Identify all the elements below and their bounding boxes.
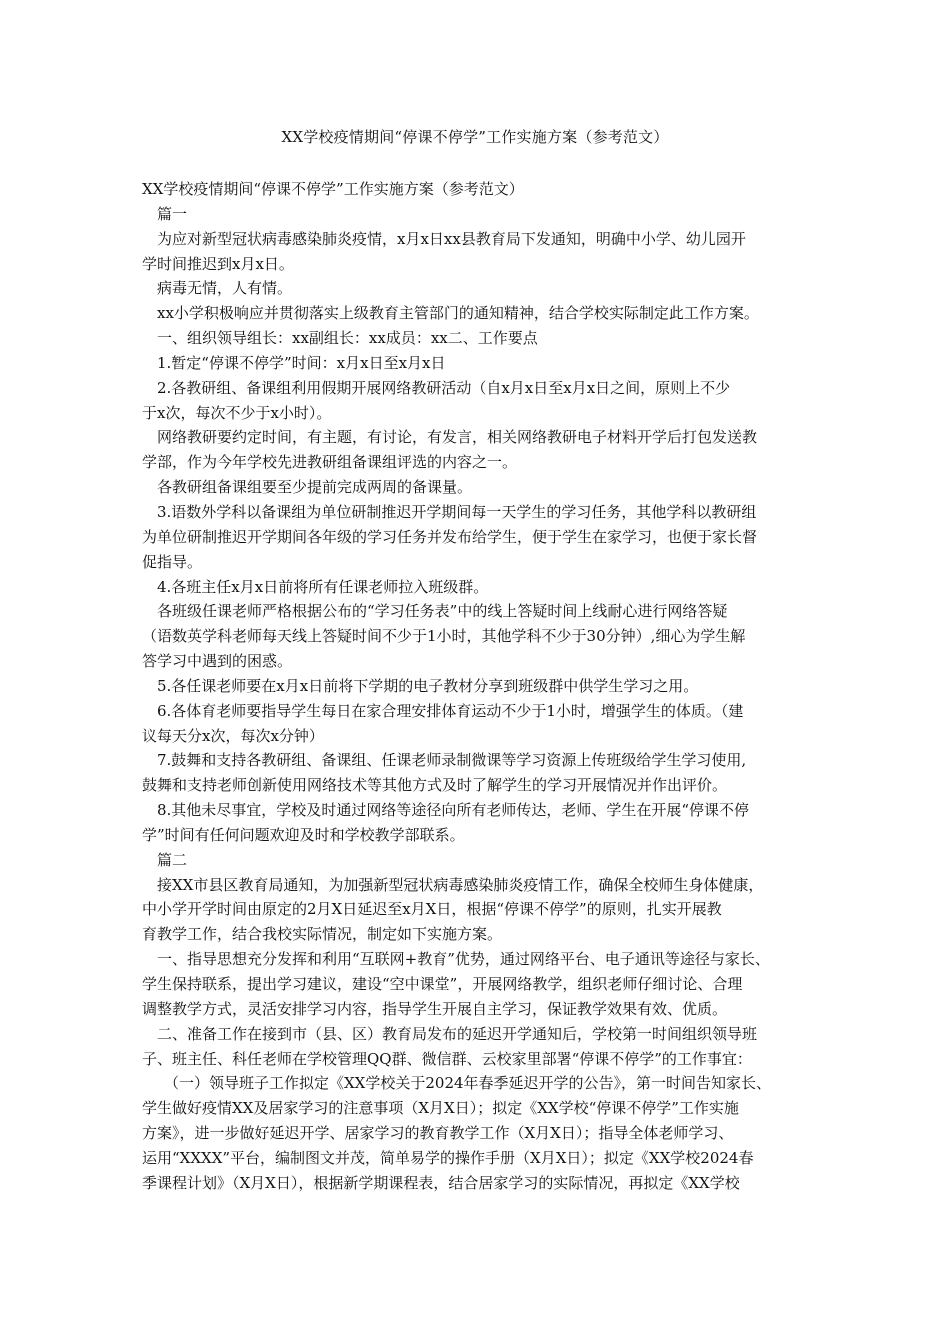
text-line: 学”时间有任何问题欢迎及时和学校教学部联系。 xyxy=(142,825,465,844)
text-line: 各班级任课老师严格根据公布的“学习任务表”中的线上答疑时间上线耐心进行网络答疑 xyxy=(157,602,728,621)
text-line: 接XX市县区教育局通知，为加强新型冠状病毒感染肺炎疫情工作，确保全校师生身体健康， xyxy=(157,875,764,894)
text-line: 于x次，每次不少于x小时）。 xyxy=(142,403,332,422)
text-line: 学部，作为今年学校先进教研组备课组评选的内容之一。 xyxy=(142,453,518,472)
text-line: 调整教学方式，灵活安排学习内容，指导学生开展自主学习，保证教学效果有效、优质。 xyxy=(142,999,728,1018)
text-line: 季课程计划》（X月X日），根据新学期课程表，结合居家学习的实际情况，再拟定《XX学校 xyxy=(142,1173,740,1192)
text-line: （一）领导班子工作拟定《XX学校关于2024年春季延迟开学的公告》，第一时间告知家长、 xyxy=(164,1074,772,1093)
text-line: 病毒无情，人有情。 xyxy=(157,279,293,298)
text-line: 方案》，进一步做好延迟开学、居家学习的教育教学工作（X月X日）；指导全体老师学习、 xyxy=(142,1124,734,1143)
text-line: 答学习中遇到的困惑。 xyxy=(142,652,293,671)
text-line: 2.各教研组、备课组利用假期开展网络教研活动（自x月x日至x月x日之间，原则上不少 xyxy=(157,378,731,397)
text-line: 各教研组备课组要至少提前完成两周的备课量。 xyxy=(157,478,473,497)
text-line: 3.语数外学科以备课组为单位研制推迟开学期间每一天学生的学习任务，其他学科以教研组 xyxy=(157,502,757,521)
text-line: 鼓舞和支持老师创新使用网络技术等其他方式及时了解学生的学习开展情况并作出评价。 xyxy=(142,776,728,795)
text-line: XX学校疫情期间“停课不停学”工作实施方案（参考范文） xyxy=(142,180,524,198)
text-line: xx小学积极响应并贯彻落实上级教育主管部门的通知精神，结合学校实际制定此工作方案。 xyxy=(157,304,759,323)
text-line: 议每天分x次，每次x分钟） xyxy=(142,726,324,745)
document-title: XX学校疫情期间“停课不停学”工作实施方案（参考范文） xyxy=(281,128,669,146)
text-line: 子、班主任、科任老师在学校管理QQ群、微信群、云校家里部署“停课不停学”的工作事宜： xyxy=(142,1049,752,1068)
text-line: 二、准备工作在接到市（县、区）教育局发布的延迟开学通知后，学校第一时间组织领导班 xyxy=(157,1024,758,1043)
text-line: 中小学开学时间由原定的2月X日延迟至x月X日，根据“停课不停学”的原则，扎实开展教 xyxy=(142,900,722,919)
text-line: 学生做好疫情XX及居家学习的注意事项（X月X日）；拟定《XX学校“停课不停学”工作实施 xyxy=(142,1099,739,1118)
text-line: 5.各任课老师要在x月x日前将下学期的电子教材分享到班级群中供学生学习之用。 xyxy=(157,676,699,695)
text-line: 8.其他未尽事宜，学校及时通过网络等途径向所有老师传达，老师、学生在开展“停课不停 xyxy=(157,801,749,820)
text-line: 篇一 xyxy=(157,204,188,223)
text-line: 1.暂定“停课不停学”时间：x月x日至x月x日 xyxy=(157,353,446,372)
text-line: 学时间推迟到x月x日。 xyxy=(142,254,294,273)
text-line: 促指导。 xyxy=(142,552,203,571)
text-line: 学生保持联系，提出学习建议，建设“空中课堂”，开展网络教学，组织老师仔细讨论、合理 xyxy=(142,975,743,993)
text-line: 为单位研制推迟开学期间各年级的学习任务并发布给学生，便于学生在家学习，也便于家长督 xyxy=(142,527,758,546)
text-line: 为应对新型冠状病毒感染肺炎疫情，x月x日xx县教育局下发通知，明确中小学、幼儿园开 xyxy=(157,229,746,248)
text-line: （语数英学科老师每天线上答疑时间不少于1小时，其他学科不少于30分钟）,细心为学生解 xyxy=(142,627,746,646)
text-line: 6.各体育老师要指导学生每日在家合理安排体育运动不少于1小时，增强学生的体质。（建 xyxy=(157,701,744,720)
document-body xyxy=(142,177,810,1196)
text-line: 一、组织领导组长：xx副组长：xx成员：xx二、工作要点 xyxy=(157,329,538,348)
text-line: 4.各班主任x月x日前将所有任课老师拉入班级群。 xyxy=(157,577,489,596)
text-line: 篇二 xyxy=(157,850,188,869)
text-line: 网络教研要约定时间，有主题，有讨论，有发言，相关网络教研电子材料开学后打包发送教 xyxy=(157,428,758,447)
text-line: 一、指导思想充分发挥和利用“互联网+教育”优势，通过网络平台、电子通讯等途径与家长、 xyxy=(157,950,770,969)
text-line: 7.鼓舞和支持各教研组、备课组、任课老师录制微课等学习资源上传班级给学生学习使用, xyxy=(157,751,747,770)
text-line: 运用“XXXX”平台，编制图文并茂，简单易学的操作手册（X月X日）；拟定《XX学校2024春 xyxy=(142,1148,754,1167)
text-line: 育教学工作，结合我校实际情况，制定如下实施方案。 xyxy=(142,925,503,944)
